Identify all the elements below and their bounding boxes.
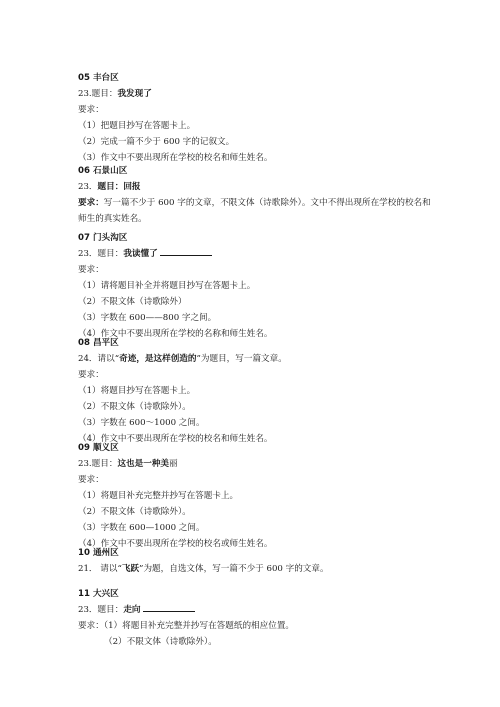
section-heading: 08 昌平区 (78, 338, 119, 348)
requirement-item: （2）不限文体（诗歌除外） (78, 297, 187, 307)
requirement-item: （2）不限文体（诗歌除外）。 (78, 507, 191, 517)
requirement-item: （3）作文中不要出现所在学校的校名和师生姓名。 (78, 153, 273, 163)
title-suffix: 丽 (169, 459, 178, 469)
section-08 (78, 335, 438, 447)
section-05 (78, 70, 438, 166)
requirement-item: （2）不限文体（诗歌除外）。 (104, 637, 217, 647)
section-heading: 10 通州区 (78, 548, 119, 558)
requirements-text: 写一篇不少于 600 字的文章，不限文体（诗歌除外）。文中不得出现所在学校的校名和师生的真实姓名。 (78, 198, 431, 224)
requirement-item: （1）请将题目补全并将题目抄写在答题卡上。 (78, 281, 256, 291)
title-prefix: 23.题目： (78, 89, 118, 99)
section-11 (78, 586, 438, 650)
blank-line (143, 602, 195, 612)
requirements-label: 要求： (78, 475, 104, 485)
essay-title: 我发现了 (117, 89, 152, 99)
essay-title: 飞跃 (121, 564, 140, 574)
section-heading: 05 丰台区 (78, 73, 119, 83)
title-prefix: 23．题目： (78, 249, 124, 259)
section-heading: 07 门头沟区 (78, 233, 128, 243)
requirements-label: 要求： (78, 370, 104, 380)
essay-title: 走向 (123, 605, 141, 615)
title-prefix: 21． 请以“ (78, 564, 122, 574)
essay-title-line (78, 351, 438, 367)
requirement-item: （3）字数在 600—1000 之间。 (78, 523, 205, 533)
essay-title-line (78, 86, 438, 102)
essay-title-line (78, 602, 438, 618)
section-10 (78, 545, 438, 577)
requirements-label: 要求： (78, 265, 104, 275)
section-heading: 06 石景山区 (78, 166, 128, 176)
title-prefix: 23． (78, 182, 98, 192)
requirement-item: （3）字数在 600——800 字之间。 (78, 313, 217, 323)
title-prefix: 24．请以“ (78, 354, 120, 364)
essay-title-line (78, 561, 438, 577)
requirements-paragraph (78, 195, 438, 227)
requirement-item: （4）作文中不要出现所在学校的校名和师生姓名。 (78, 434, 273, 444)
requirement-line (78, 618, 438, 634)
section-09 (78, 440, 438, 552)
title-suffix: ”为题，自选文体，写一篇不少于 600 字的文章。 (139, 564, 329, 574)
title-prefix: 23.题目： (78, 459, 118, 469)
requirement-item: （4）作文中不要出现所在学校的名称和师生姓名。 (78, 329, 273, 339)
essay-title: 我读懂了 (123, 249, 158, 259)
requirement-item: （2）完成一篇不少于 600 字的记叙文。 (78, 137, 235, 147)
requirement-item: （1）把题目抄写在答题卡上。 (78, 121, 196, 131)
requirement-item: （1）将题目补充完整并抄写在答题卡上。 (78, 491, 239, 501)
requirement-item: （1）将题目抄写在答题卡上。 (78, 386, 196, 396)
requirement-item: （3）字数在 600～1000 之间。 (78, 418, 205, 428)
requirements-label: 要求： (78, 105, 104, 115)
blank-line (160, 246, 212, 256)
section-heading: 09 顺义区 (78, 443, 119, 453)
essay-title: 奇迹，是这样创造的 (119, 354, 197, 364)
requirement-item: （4）作文中不要出现所在学校的校名或师生姓名。 (78, 539, 273, 549)
section-07 (78, 230, 438, 342)
section-06 (78, 163, 438, 227)
title-prefix: 23．题目： (78, 605, 124, 615)
requirement-item: （1）将题目补充完整并抄写在答题纸的相应位置。 (103, 621, 295, 631)
requirements-label: 要求： (78, 198, 104, 208)
essay-title-line (78, 179, 438, 195)
essay-title-line (78, 456, 438, 472)
section-heading: 11 大兴区 (78, 589, 119, 599)
requirements-label: 要求： (78, 621, 104, 631)
title-suffix: ”为题目，写一篇文章。 (196, 354, 287, 364)
essay-title: 题目：回报 (97, 182, 141, 192)
essay-title-line (78, 246, 438, 262)
requirement-item: （2）不限文体（诗歌除外）。 (78, 402, 191, 412)
essay-title: 这也是一种美 (117, 459, 170, 469)
